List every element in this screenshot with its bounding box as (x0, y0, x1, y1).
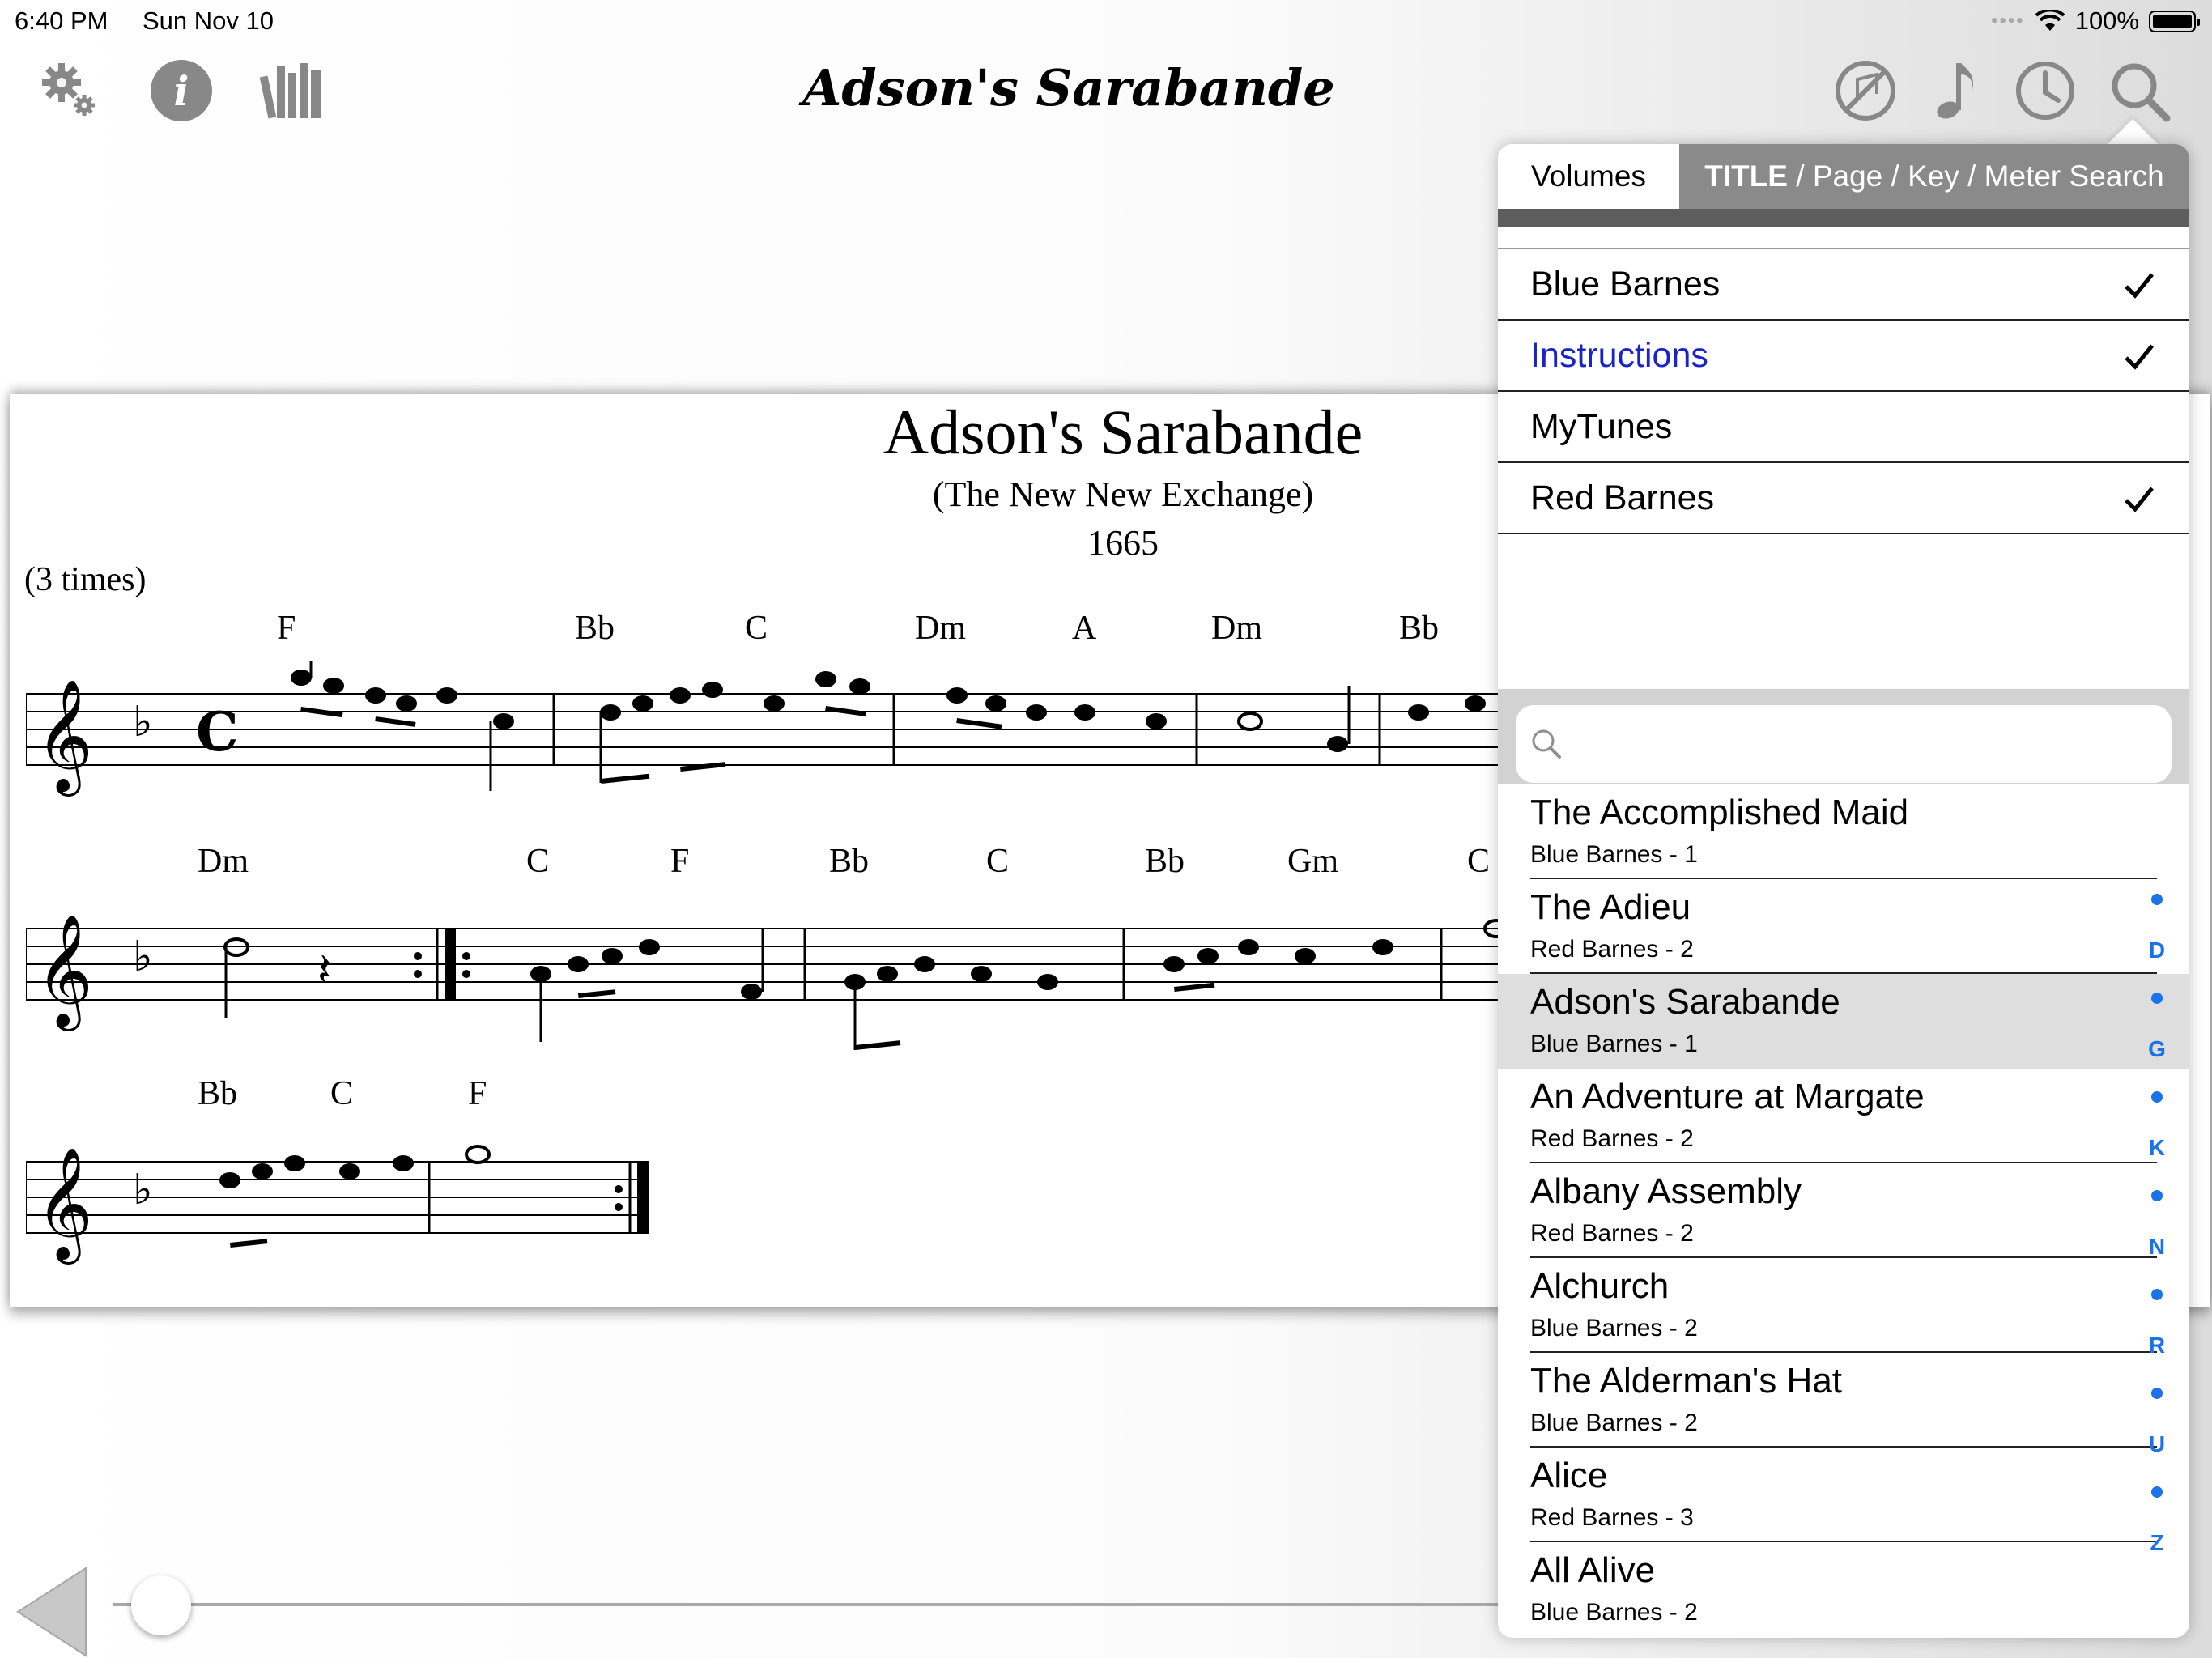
list-item[interactable] (1498, 1163, 2189, 1258)
status-time: 6:40 PM (15, 6, 108, 35)
index-letter[interactable]: D (2148, 937, 2166, 963)
index-dot[interactable] (2151, 1289, 2163, 1300)
checkmark-icon (2121, 338, 2157, 374)
checkmark-icon (2121, 481, 2157, 517)
status-right (1991, 5, 2196, 37)
history-clock-icon[interactable] (2011, 57, 2079, 125)
svg-text:♭: ♭ (133, 698, 153, 746)
checkmark-icon (2121, 267, 2157, 303)
volume-item-red-barnes[interactable] (1498, 463, 2189, 534)
sheet-year: 1665 (1087, 523, 1159, 563)
svg-text:♭: ♭ (133, 1166, 153, 1214)
list-item[interactable] (1498, 784, 2189, 879)
tune-list (1498, 784, 2189, 1638)
tune-volume: Red Barnes - 2 (1530, 936, 1694, 963)
volume-label: Red Barnes (1530, 478, 1715, 517)
signal-dots-icon: •••• (1991, 10, 2025, 32)
tune-volume: Blue Barnes - 1 (1530, 841, 1698, 868)
volume-label: Instructions (1530, 335, 1708, 375)
chord-symbol: Bb (575, 610, 615, 647)
tab-title-search-rest: / Page / Key / Meter Search (1787, 159, 2164, 193)
chord-symbol: C (526, 843, 550, 880)
volume-item-mytunes[interactable] (1498, 392, 2189, 463)
list-item[interactable] (1498, 1353, 2189, 1448)
volume-list (1498, 248, 2189, 534)
tab-title-search-bold: TITLE (1704, 159, 1788, 193)
tab-underline-bar (1498, 209, 2189, 227)
index-dot[interactable] (2151, 1486, 2163, 1498)
tune-volume: Red Barnes - 3 (1530, 1504, 1694, 1531)
music-staff-1 (26, 661, 1516, 823)
tune-title: The Alderman's Hat (1530, 1361, 1843, 1401)
svg-text:𝄞: 𝄞 (36, 914, 93, 1027)
chord-symbol: C (745, 610, 768, 647)
chord-symbol: A (1072, 610, 1097, 647)
volume-label: Blue Barnes (1530, 264, 1721, 304)
chord-symbol: Gm (1287, 843, 1338, 880)
svg-text:i: i (173, 67, 189, 115)
search-popover (1498, 144, 2189, 1638)
sheet-title: Adson's Sarabande (883, 397, 1363, 467)
list-item[interactable] (1498, 1542, 2189, 1637)
chord-symbol: Bb (1399, 610, 1440, 647)
list-item[interactable] (1498, 1448, 2189, 1542)
tune-title: Alice (1530, 1456, 1608, 1495)
chord-symbol: F (468, 1075, 487, 1112)
music-staff-2 (26, 896, 1516, 1058)
tune-volume: Red Barnes - 2 (1530, 1125, 1694, 1152)
music-staff-3 (26, 1129, 674, 1291)
repeat-instruction: (3 times) (24, 561, 147, 598)
tune-volume: Blue Barnes - 2 (1530, 1599, 1698, 1626)
no-music-icon[interactable] (1831, 57, 1899, 125)
chord-symbol: Bb (829, 843, 870, 880)
index-letter[interactable]: R (2148, 1333, 2166, 1358)
page-title: Adson's Sarabande (802, 58, 1335, 117)
svg-text:♭: ♭ (133, 933, 153, 981)
list-item[interactable] (1498, 1069, 2189, 1163)
index-dot[interactable] (2151, 1091, 2163, 1103)
list-item[interactable] (1498, 1258, 2189, 1353)
sheet-subtitle: (The New New Exchange) (932, 474, 1314, 514)
index-dot[interactable] (2151, 993, 2163, 1004)
music-note-icon[interactable] (1922, 57, 1990, 125)
chord-symbol: C (986, 843, 1010, 880)
tune-volume: Red Barnes - 2 (1530, 1220, 1694, 1247)
chord-symbol: C (330, 1075, 354, 1112)
page-slider-thumb[interactable] (131, 1575, 191, 1635)
tune-title: All Alive (1530, 1550, 1656, 1590)
status-bar (0, 0, 2212, 42)
index-letter[interactable]: N (2148, 1234, 2166, 1259)
tune-title: An Adventure at Margate (1530, 1077, 1925, 1116)
chord-symbol: C (1467, 843, 1491, 880)
svg-text:C: C (196, 700, 239, 763)
previous-page-arrow-icon[interactable] (16, 1567, 87, 1657)
tab-title-search[interactable] (1679, 144, 2189, 209)
tune-title: Adson's Sarabande (1530, 982, 1840, 1022)
nav-bar (0, 42, 2212, 138)
chord-symbol: Bb (198, 1075, 238, 1112)
tune-volume: Blue Barnes - 1 (1530, 1031, 1698, 1057)
chord-symbol: Dm (1211, 610, 1262, 647)
chord-symbol: F (277, 610, 296, 647)
index-dot[interactable] (2151, 894, 2163, 905)
index-dot[interactable] (2151, 1190, 2163, 1201)
chord-symbol: Bb (1145, 843, 1185, 880)
battery-percent: 100% (2074, 6, 2139, 35)
svg-text:𝄞: 𝄞 (36, 1147, 93, 1260)
list-item-selected[interactable] (1498, 974, 2189, 1069)
search-field-icon (1530, 728, 1563, 760)
volume-item-blue-barnes[interactable] (1498, 249, 2189, 321)
search-input[interactable] (1516, 705, 2172, 783)
svg-text:𝄞: 𝄞 (36, 679, 93, 792)
index-dot[interactable] (2151, 1388, 2163, 1399)
search-bar-area (1498, 689, 2189, 784)
chord-symbol: Dm (198, 843, 249, 880)
volume-label: MyTunes (1530, 406, 1673, 446)
tune-volume: Blue Barnes - 2 (1530, 1315, 1698, 1341)
index-letter[interactable]: G (2148, 1036, 2166, 1061)
wifi-icon (2035, 10, 2065, 32)
chord-symbol: F (670, 843, 690, 880)
battery-icon (2149, 11, 2196, 32)
status-date: Sun Nov 10 (143, 6, 274, 35)
chord-symbol: Dm (915, 610, 966, 647)
tune-title: The Adieu (1530, 887, 1691, 927)
tune-title: Albany Assembly (1530, 1171, 1802, 1211)
tune-volume: Blue Barnes - 2 (1530, 1409, 1698, 1436)
list-item[interactable] (1498, 879, 2189, 974)
index-letter[interactable]: Z (2150, 1530, 2164, 1555)
index-letter[interactable]: K (2148, 1135, 2166, 1160)
svg-text:𝄽: 𝄽 (317, 944, 332, 997)
tune-title: The Accomplished Maid (1530, 793, 1909, 832)
tune-title: Alchurch (1530, 1266, 1670, 1306)
index-letter[interactable]: U (2148, 1431, 2166, 1456)
search-icon[interactable] (2105, 57, 2173, 125)
popover-tabs (1498, 144, 2189, 209)
volume-item-instructions[interactable] (1498, 321, 2189, 392)
tab-volumes[interactable]: Volumes (1498, 144, 1679, 209)
